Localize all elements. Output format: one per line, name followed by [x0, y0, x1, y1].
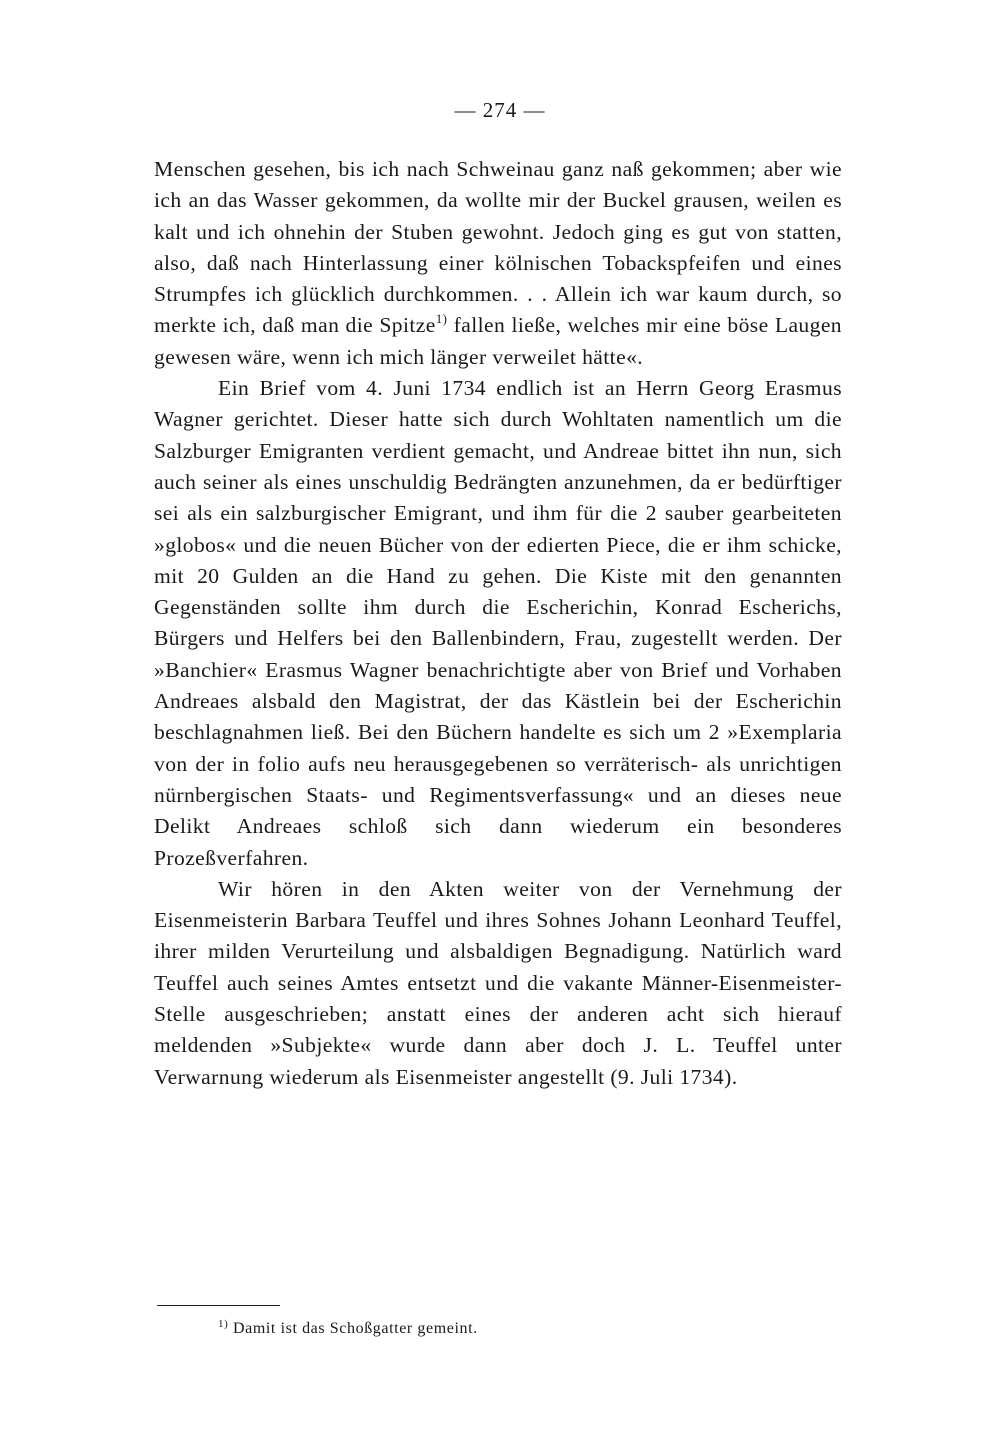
paragraph-1: [154, 154, 842, 373]
page-number: — 274 —: [454, 98, 546, 122]
paragraph-2: Ein Brief vom 4. Juni 1734 endlich ist an Herrn Georg Erasmus Wagner gerichtet. Dieser hatte sich durch Wohltaten namentlich um die Salzburger Emigranten verdient gemacht, und Andreae bittet ihn nun, sich auch seiner als eines unschuldig Bedrängten anzunehmen, da er bedürftiger sei als ein salzburgischer Emigrant, und ihm für die 2 sauber gearbeiteten »globos« und die neuen Bücher von der edierten Piece, die er ihm schicke, mit 20 Gulden an die Hand zu gehen. Die Kiste mit den genannten Gegenständen sollte ihm durch die Escherichin, Konrad Escherichs, Bürgers und Helfers bei den Ballenbindern, Frau, zugestellt werden. Der »Banchier« Erasmus Wagner benachrichtigte aber von Brief und Vorhaben Andreaes alsbald den Magistrat, der das Kästlein bei der Escherichin beschlagnahmen ließ. Bei den Büchern handelte es sich um 2 »Exemplaria von der in folio aufs neu herausgegebenen so verräterisch- als unrichtigen nürnbergischen Staats- und Regimentsverfassung« und an dieses neue Delikt Andreaes schloß sich dann wiederum ein besonderes Prozeßverfahren.: [154, 376, 842, 870]
footnote-mark: 1): [218, 1318, 229, 1330]
paragraph-1-text-b: fallen ließe, welches mir eine böse Laugen gewesen wäre, wenn ich mich länger verweilet hätte«.: [154, 313, 842, 369]
footnote: [218, 1320, 478, 1338]
footnote-text: Damit ist das Schoßgatter gemeint.: [228, 1320, 478, 1337]
paragraph-3: Wir hören in den Akten weiter von der Vernehmung der Eisenmeisterin Barbara Teuffel und ihres Sohnes Johann Leonhard Teuffel, ihrer milden Verurteilung und alsbaldigen Begnadigung. Natürlich ward Teuffel auch seines Amtes entsetzt und die vakante Männer-Eisenmeister-Stelle ausgeschrieben; anstatt eines der anderen acht sich hierauf meldenden »Subjekte« wurde dann aber doch J. L. Teuffel unter Verwarnung wiederum als Eisenmeister angestellt (9. Juli 1734).: [154, 876, 842, 1089]
footnote-divider: [157, 1305, 280, 1306]
footnote-reference: 1): [435, 311, 448, 327]
body-text: [154, 154, 842, 1093]
paragraph-1-text-a: Menschen gesehen, bis ich nach Schweinau ganz naß gekommen; aber wie ich an das Wasser gekommen, da wollte mir der Buckel grausen, weilen es kalt und ich ohnehin der Stuben gewohnt. Jedoch ging es gut von statten, also, daß nach Hinterlassung einer kölnischen Tobackspfeifen und eines Strumpfes ich glücklich durchkommen. . . Allein ich war kaum durch, so merkte ich, daß man die Spitze: [154, 157, 842, 338]
